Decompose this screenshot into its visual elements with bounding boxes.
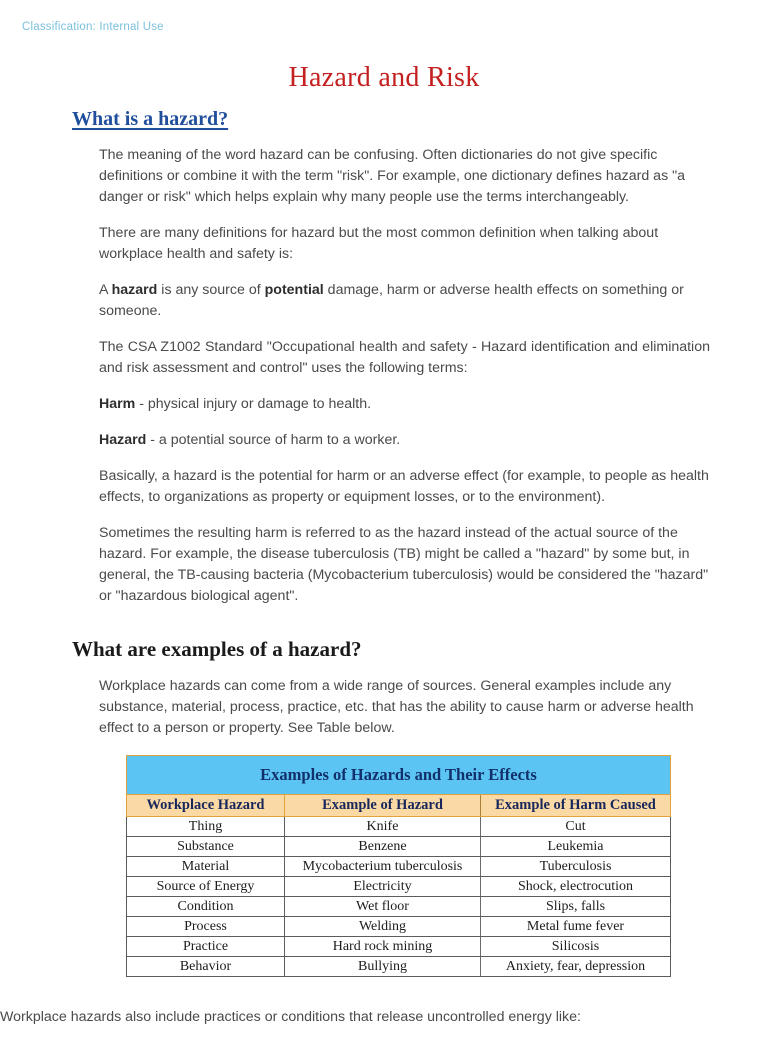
paragraph-p3 xyxy=(99,280,710,322)
table-cell: Slips, falls xyxy=(481,897,671,917)
table-cell: Metal fume fever xyxy=(481,917,671,937)
paragraph-p2 xyxy=(99,223,710,265)
table-head xyxy=(127,756,671,817)
paragraph-p4 xyxy=(99,337,710,379)
table-cell: Material xyxy=(127,857,285,877)
hazard-definition-body xyxy=(99,145,710,607)
table-title-row xyxy=(127,756,671,795)
text-run: is any source of xyxy=(157,282,265,298)
table-cell: Benzene xyxy=(285,837,481,857)
table-cell: Leukemia xyxy=(481,837,671,857)
paragraph-p7 xyxy=(99,466,710,508)
text-run: There are many definitions for hazard but the most common definition when talking about workplace health and safety is: xyxy=(99,225,659,262)
table-cell: Thing xyxy=(127,817,285,837)
table-header-row xyxy=(127,795,671,817)
text-run: Sometimes the resulting harm is referred to as the hazard instead of the actual source of the hazard. For example, the disease tuberculosis (TB) might be called a "hazard" by some but, in general, the TB-causing bacteria (Mycobacterium tuberculosis) would be considered the "hazard" or "hazardous biological agent". xyxy=(99,525,709,604)
table-row xyxy=(127,837,671,857)
table-cell: Behavior xyxy=(127,957,285,977)
paragraph-p5 xyxy=(99,394,710,415)
table-row xyxy=(127,817,671,837)
text-run: A xyxy=(99,282,112,298)
hazard-examples-intro: Workplace hazards can come from a wide range of sources. General examples include any substance, material, process, practice, etc. that has the ability to cause harm or adverse health effect to a person or property. See Table below. xyxy=(99,678,694,736)
table-cell: Condition xyxy=(127,897,285,917)
table-cell: Process xyxy=(127,917,285,937)
paragraph-p1 xyxy=(99,145,710,208)
hazard-examples-table xyxy=(126,755,671,977)
table-row xyxy=(127,957,671,977)
table-cell: Shock, electrocution xyxy=(481,877,671,897)
table-cell: Electricity xyxy=(285,877,481,897)
table-row xyxy=(127,937,671,957)
table-title-cell: Examples of Hazards and Their Effects xyxy=(127,756,671,795)
table-cell: Hard rock mining xyxy=(285,937,481,957)
table-cell: Source of Energy xyxy=(127,877,285,897)
table-body xyxy=(127,817,671,977)
text-run: - physical injury or damage to health. xyxy=(135,396,372,412)
hazard-examples-body xyxy=(99,676,710,739)
section-heading-hazard-examples: What are examples of a hazard? xyxy=(72,637,362,661)
table-cell: Mycobacterium tuberculosis xyxy=(285,857,481,877)
column-header-example-of-harm-caused: Example of Harm Caused xyxy=(481,795,671,817)
column-header-workplace-hazard: Workplace Hazard xyxy=(127,795,285,817)
table-cell: Silicosis xyxy=(481,937,671,957)
table-row xyxy=(127,897,671,917)
column-header-example-of-hazard: Example of Hazard xyxy=(285,795,481,817)
table-cell: Substance xyxy=(127,837,285,857)
paragraph-p8 xyxy=(99,523,710,607)
emphasis-text: hazard xyxy=(111,282,158,298)
emphasis-text: Hazard xyxy=(99,432,147,448)
hazard-table-wrapper xyxy=(126,755,670,977)
text-run: damage, harm or adverse health effects on something or someone. xyxy=(99,282,684,319)
text-run: Basically, a hazard is the potential for harm or an adverse effect (for example, to people as health effects, to organizations as property or equipment losses, or to the environment). xyxy=(99,468,709,505)
table-row xyxy=(127,877,671,897)
section-heading-what-is-a-hazard: What is a hazard? xyxy=(72,108,229,130)
table-cell: Tuberculosis xyxy=(481,857,671,877)
text-run: The meaning of the word hazard can be confusing. Often dictionaries do not give specific definitions or combine it with the term "risk". For example, one dictionary defines hazard as "a danger or risk" which helps explain why many people use the terms interchangeably. xyxy=(99,147,686,205)
table-row xyxy=(127,917,671,937)
paragraph-p6 xyxy=(99,430,710,451)
table-row xyxy=(127,857,671,877)
emphasis-text: Harm xyxy=(99,396,136,412)
table-cell: Bullying xyxy=(285,957,481,977)
table-cell: Knife xyxy=(285,817,481,837)
document-content xyxy=(0,62,768,1043)
classification-banner: Classification: Internal Use xyxy=(22,21,164,33)
hazard-examples-closing-text: Workplace hazards also include practices or conditions that release uncontrolled energy like: xyxy=(0,1009,581,1025)
table-cell: Welding xyxy=(285,917,481,937)
table-cell: Cut xyxy=(481,817,671,837)
hazard-examples-closing xyxy=(0,1007,768,1028)
table-cell: Practice xyxy=(127,937,285,957)
table-cell: Anxiety, fear, depression xyxy=(481,957,671,977)
text-run: The CSA Z1002 Standard "Occupational health and safety - Hazard identification and elimination and risk assessment and control" uses the following terms: xyxy=(99,339,710,376)
page-title: Hazard and Risk xyxy=(288,62,480,93)
text-run: - a potential source of harm to a worker. xyxy=(146,432,401,448)
table-cell: Wet floor xyxy=(285,897,481,917)
emphasis-text: potential xyxy=(264,282,324,298)
